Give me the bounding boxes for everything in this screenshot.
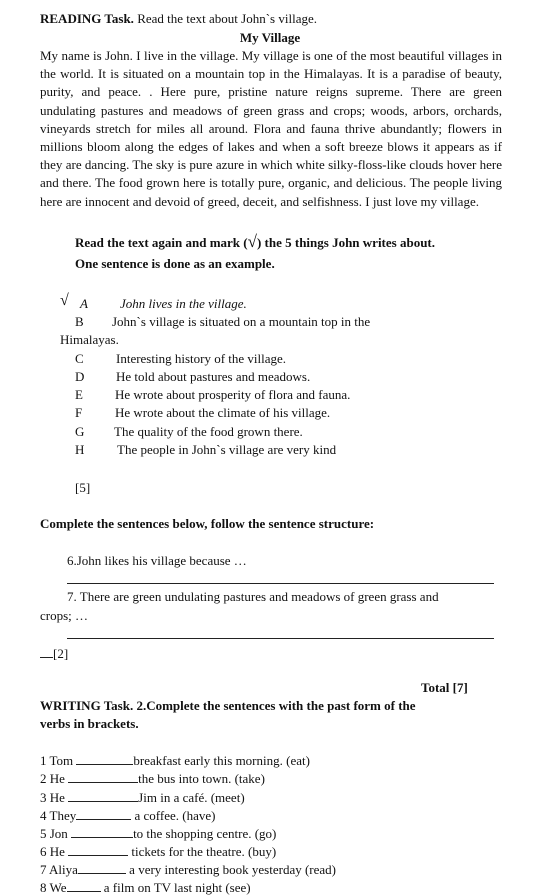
reading-heading [40, 11, 317, 27]
sentence-5-blank[interactable] [71, 825, 133, 838]
sentence-7-blank[interactable] [78, 861, 126, 874]
item-text-h: The people in John`s village are very kind [117, 442, 337, 457]
sentence-3-lead: 3 He [40, 790, 69, 805]
item-text-d: He told about pastures and meadows. [116, 369, 311, 384]
item-letter-b: B [75, 314, 84, 329]
sentence-7 [40, 861, 336, 878]
reading-heading-label: READING Task. [40, 11, 134, 26]
item-letter-f: F [75, 405, 83, 420]
mark-instruction-part-1: Read the text again and mark ( [75, 235, 248, 250]
sentence-5-lead: 5 Jon [40, 826, 72, 841]
item-text-g: The quality of the food grown there. [114, 424, 303, 439]
item-letter-e: E [75, 387, 83, 402]
sentence-2-lead: 2 He [40, 771, 69, 786]
item-text-b: John`s village is situated on a mountain top in the [112, 314, 371, 329]
item-letter-g: G [75, 424, 85, 439]
writing-title-line-1: WRITING Task. 2.Complete the sentences with the past form of the [40, 698, 416, 713]
item-text-e: He wrote about prosperity of flora and fauna. [115, 387, 351, 402]
score-blank[interactable] [40, 645, 53, 658]
sentence-7-lead: 7 Aliya [40, 862, 78, 877]
question-7-line-2: crops; … [40, 608, 89, 623]
text-title-label: My Village [239, 30, 301, 45]
answer-line-7[interactable] [67, 638, 494, 639]
sentence-8-lead: 8 We [40, 880, 67, 895]
example-check-mark-icon: √ [60, 292, 69, 309]
sentence-6 [40, 843, 276, 860]
sentence-2-rest: the bus into town. (take) [138, 771, 265, 786]
sentence-4-rest: a coffee. (have) [131, 808, 216, 823]
sentence-3 [40, 789, 245, 806]
item-text-f: He wrote about the climate of his village. [115, 405, 331, 420]
total-score: Total [7] [421, 680, 468, 695]
writing-title-line-2: verbs in brackets. [40, 716, 139, 731]
sentence-4-lead: 4 They [40, 808, 77, 823]
example-instruction: One sentence is done as an example. [75, 256, 275, 271]
question-7-line-1: 7. There are green undulating pastures and meadows of green grass and [67, 589, 439, 604]
sentence-6-lead: 6 He [40, 844, 69, 859]
sentence-2-blank[interactable] [68, 770, 138, 783]
check-mark-icon: √ [247, 232, 257, 251]
sentence-3-rest: Jim in a café. (meet) [138, 790, 245, 805]
item-letter-c: C [75, 351, 84, 366]
sentence-8 [40, 879, 251, 896]
mark-instruction-part-2: ) the 5 things John writes about. [256, 235, 435, 250]
item-letter-h: H [75, 442, 85, 457]
sentence-6-rest: tickets for the theatre. (buy) [128, 844, 277, 859]
complete-score [40, 645, 68, 662]
question-6: 6.John likes his village because … [67, 553, 247, 568]
reading-heading-text: Read the text about John`s village. [133, 11, 317, 26]
sentence-5 [40, 825, 276, 842]
item-text-a: John lives in the village. [120, 296, 247, 311]
sentence-1-lead: 1 Tom [40, 753, 77, 768]
item-letter-d: D [75, 369, 85, 384]
complete-score-label: [2] [53, 646, 69, 661]
item-letter-a: A [80, 296, 88, 311]
reading-paragraph: My name is John. I live in the village. My village is one of the most beautiful villages in the world. It is situated on a mountain top in the Himalayas. It is a paradise of beauty, purity, and peace. . Here pure, pristine nature reigns supreme. There are green undulating pastures and meadows of green grass and crops; woods, arbors, orchards, vineyards stretch for miles all around. Flora and fauna thrive abundantly; flowers in millions bloom along the edges of lakes and when a soft breeze blows it appears as if they are dancing. The sky is pure azure in which white silky-floss-like clouds hover here and there. The food grown here is totally pure, organic, and delicious. The people living here are innocent and devoid of greed, deceit, and selfishness. I just love my village. [40, 48, 502, 209]
sentence-5-rest: to the shopping centre. (go) [133, 826, 277, 841]
mark-instruction [75, 234, 435, 251]
sentence-4 [40, 807, 215, 824]
sentence-1 [40, 752, 310, 769]
sentence-3-blank[interactable] [68, 789, 138, 802]
sentence-4-blank[interactable] [76, 807, 131, 820]
reading-score: [5] [75, 480, 91, 495]
complete-instruction: Complete the sentences below, follow the sentence structure: [40, 516, 375, 531]
sentence-8-rest: a film on TV last night (see) [100, 880, 251, 895]
sentence-2 [40, 770, 265, 787]
text-title [0, 30, 540, 46]
sentence-7-rest: a very interesting book yesterday (read) [125, 862, 337, 877]
sentence-1-blank[interactable] [76, 752, 133, 765]
sentence-8-blank[interactable] [67, 879, 101, 892]
item-text-b-continued: Himalayas. [60, 332, 119, 347]
answer-line-6[interactable] [67, 583, 494, 584]
item-text-c: Interesting history of the village. [116, 351, 287, 366]
sentence-6-blank[interactable] [68, 843, 128, 856]
sentence-1-rest: breakfast early this morning. (eat) [133, 753, 310, 768]
